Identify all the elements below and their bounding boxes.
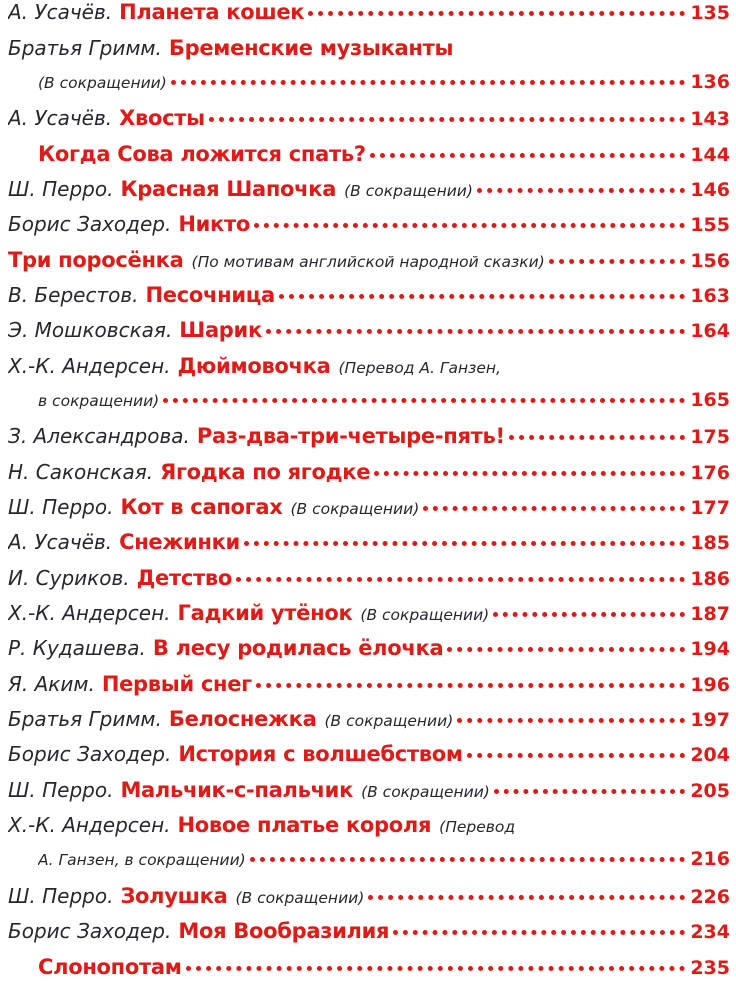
toc-entry[interactable] bbox=[8, 424, 730, 460]
toc-author: Я. Аким. bbox=[8, 672, 95, 696]
dot-leader bbox=[477, 188, 685, 193]
dot-leader bbox=[447, 647, 685, 652]
toc-note: (В сокращении) bbox=[360, 606, 490, 624]
toc-author: В. Берестов. bbox=[8, 283, 139, 307]
toc-entry[interactable] bbox=[8, 460, 730, 496]
toc-entry[interactable] bbox=[8, 212, 730, 248]
toc-title[interactable]: Слонопотам bbox=[38, 955, 182, 979]
dot-leader bbox=[244, 541, 685, 546]
toc-title[interactable]: Белоснежка bbox=[168, 707, 317, 731]
toc-page-number[interactable]: 136 bbox=[690, 71, 730, 93]
toc-page-number[interactable]: 216 bbox=[690, 848, 730, 870]
toc-title[interactable]: Бременские музыканты bbox=[168, 36, 454, 60]
dot-leader bbox=[423, 506, 685, 511]
toc-author: Ш. Перро. bbox=[8, 778, 114, 802]
toc-note: (Перевод А. Ганзен, bbox=[338, 359, 501, 377]
toc-title[interactable]: Гадкий утёнок bbox=[177, 601, 353, 625]
toc-title[interactable]: Снежинки bbox=[119, 530, 240, 554]
toc-author: А. Усачёв. bbox=[8, 530, 113, 554]
toc-page-number[interactable]: 235 bbox=[690, 957, 730, 979]
toc-page-number[interactable]: 196 bbox=[690, 674, 730, 696]
toc-title[interactable]: Никто bbox=[178, 212, 250, 236]
toc-page-number[interactable]: 155 bbox=[690, 214, 730, 236]
dot-leader bbox=[549, 259, 686, 264]
toc-entry[interactable] bbox=[38, 142, 730, 178]
toc-title[interactable]: Золушка bbox=[120, 884, 228, 908]
toc-page-number[interactable]: 205 bbox=[690, 780, 730, 802]
toc-author: А. Усачёв. bbox=[8, 0, 113, 24]
toc-author: З. Александрова. bbox=[8, 424, 190, 448]
toc-title[interactable]: Хвосты bbox=[119, 106, 205, 130]
toc-page-number[interactable]: 164 bbox=[690, 320, 730, 342]
toc-page-number[interactable]: 185 bbox=[690, 532, 730, 554]
toc-entry[interactable] bbox=[8, 354, 730, 390]
toc-title[interactable]: Мальчик-с-пальчик bbox=[120, 778, 354, 802]
toc-entry[interactable] bbox=[8, 778, 730, 814]
dot-leader bbox=[256, 683, 685, 688]
toc-author: Р. Кудашева. bbox=[8, 636, 146, 660]
toc-note: (В сокращении) bbox=[38, 74, 167, 92]
toc-author: Х.-К. Андерсен. bbox=[8, 813, 171, 837]
toc-author: Борис Заходер. bbox=[8, 742, 172, 766]
toc-title[interactable]: История с волшебством bbox=[178, 742, 463, 766]
toc-entry[interactable] bbox=[8, 248, 730, 284]
toc-entry[interactable] bbox=[8, 919, 730, 955]
toc-author: А. Усачёв. bbox=[8, 106, 113, 130]
toc-page-number[interactable]: 234 bbox=[690, 921, 730, 943]
toc-entry[interactable] bbox=[8, 283, 730, 319]
toc-title[interactable]: Дюймовочка bbox=[177, 354, 331, 378]
toc-entry-continuation[interactable] bbox=[38, 389, 730, 425]
toc-entry[interactable] bbox=[8, 36, 730, 72]
toc-page-number[interactable]: 143 bbox=[690, 108, 730, 130]
toc-author: Борис Заходер. bbox=[8, 919, 172, 943]
toc-page-number[interactable]: 186 bbox=[690, 568, 730, 590]
toc-entry[interactable] bbox=[8, 106, 730, 142]
toc-note: (Перевод bbox=[439, 818, 516, 836]
toc-entry-continuation[interactable] bbox=[38, 848, 730, 884]
toc-author: Х.-К. Андерсен. bbox=[8, 601, 171, 625]
dot-leader bbox=[163, 398, 685, 403]
toc-entry[interactable] bbox=[8, 672, 730, 708]
toc-entry[interactable] bbox=[8, 707, 730, 743]
dot-leader bbox=[279, 294, 685, 299]
toc-title[interactable]: Красная Шапочка bbox=[120, 177, 337, 201]
toc-note: (В сокращении) bbox=[344, 182, 473, 200]
toc-entry[interactable] bbox=[8, 813, 730, 849]
toc-author: Ш. Перро. bbox=[8, 177, 114, 201]
dot-leader bbox=[186, 966, 686, 971]
toc-title[interactable]: Когда Сова ложится спать? bbox=[38, 142, 366, 166]
toc-title[interactable]: Моя Вообразилия bbox=[178, 919, 390, 943]
toc-page-number[interactable]: 135 bbox=[690, 2, 730, 24]
dot-leader bbox=[266, 329, 685, 334]
toc-author: И. Суриков. bbox=[8, 566, 130, 590]
toc-page-number[interactable]: 226 bbox=[690, 886, 730, 908]
toc-note: (В сокращении) bbox=[235, 889, 365, 907]
toc-title[interactable]: Планета кошек bbox=[119, 0, 305, 24]
dot-leader bbox=[494, 789, 685, 794]
toc-note: (В сокращении) bbox=[290, 500, 420, 518]
toc-entry-continuation[interactable] bbox=[38, 71, 730, 107]
toc-page-number[interactable]: 163 bbox=[690, 285, 730, 307]
toc-title[interactable]: Раз-два-три-четыре-пять! bbox=[196, 424, 505, 448]
toc-entry[interactable] bbox=[8, 742, 730, 778]
toc-page-number[interactable]: 165 bbox=[690, 389, 730, 411]
dot-leader bbox=[370, 153, 686, 158]
toc-page-number[interactable]: 177 bbox=[690, 497, 730, 519]
dot-leader bbox=[254, 223, 685, 228]
toc-page-number[interactable]: 176 bbox=[690, 462, 730, 484]
dot-leader bbox=[368, 895, 685, 900]
toc-title[interactable]: Шарик bbox=[179, 318, 262, 342]
toc-entry[interactable] bbox=[8, 177, 730, 213]
dot-leader bbox=[457, 718, 685, 723]
toc-title[interactable]: В лесу родилась ёлочка bbox=[152, 636, 444, 660]
toc-title[interactable]: Детство bbox=[136, 566, 232, 590]
toc-title[interactable]: Песочница bbox=[145, 283, 275, 307]
dot-leader bbox=[250, 857, 686, 862]
toc-entry[interactable] bbox=[8, 566, 730, 602]
toc-note: А. Ганзен, в сокращении) bbox=[38, 851, 246, 869]
toc-note: в сокращении) bbox=[38, 392, 160, 410]
toc-page-number[interactable]: 144 bbox=[690, 144, 730, 166]
toc-note: (По мотивам английской народной сказки) bbox=[191, 253, 545, 271]
toc-page-number[interactable]: 197 bbox=[690, 709, 730, 731]
toc-note: (В сокращении) bbox=[361, 783, 490, 801]
toc-author: Братья Гримм. bbox=[8, 707, 162, 731]
toc-page-number[interactable]: 194 bbox=[690, 638, 730, 660]
toc-author: Х.-К. Андерсен. bbox=[8, 354, 171, 378]
dot-leader bbox=[509, 435, 686, 440]
toc-author: Э. Мошковская. bbox=[8, 318, 173, 342]
toc-note: (В сокращении) bbox=[324, 712, 454, 730]
toc-entry[interactable] bbox=[8, 530, 730, 566]
dot-leader bbox=[493, 612, 685, 617]
dot-leader bbox=[374, 471, 685, 476]
toc-entry[interactable] bbox=[8, 884, 730, 920]
toc-entry[interactable] bbox=[8, 495, 730, 531]
toc-page-number[interactable]: 146 bbox=[690, 179, 730, 201]
toc-title[interactable]: Ягодка по ягодке bbox=[160, 460, 371, 484]
toc-title[interactable]: Первый снег bbox=[101, 672, 252, 696]
toc-author: Ш. Перро. bbox=[8, 495, 114, 519]
toc-page-number[interactable]: 156 bbox=[690, 250, 730, 272]
toc-author: Братья Гримм. bbox=[8, 36, 162, 60]
toc-entry[interactable] bbox=[8, 601, 730, 637]
toc-entry[interactable] bbox=[38, 955, 730, 991]
toc-page-number[interactable]: 204 bbox=[690, 744, 730, 766]
dot-leader bbox=[209, 117, 686, 122]
toc-title[interactable]: Кот в сапогах bbox=[120, 495, 283, 519]
dot-leader bbox=[467, 753, 686, 758]
toc-author: Борис Заходер. bbox=[8, 212, 172, 236]
toc-author: Ш. Перро. bbox=[8, 884, 114, 908]
dot-leader bbox=[171, 80, 686, 85]
toc-page-number[interactable]: 187 bbox=[690, 603, 730, 625]
toc-title[interactable]: Новое платье короля bbox=[177, 813, 432, 837]
toc-entry[interactable] bbox=[8, 0, 730, 36]
toc-title[interactable]: Три поросёнка bbox=[8, 248, 184, 272]
toc-entry[interactable] bbox=[8, 636, 730, 672]
toc-author: Н. Саконская. bbox=[8, 460, 154, 484]
toc-entry[interactable] bbox=[8, 318, 730, 354]
dot-leader bbox=[308, 11, 685, 16]
dot-leader bbox=[393, 930, 685, 935]
dot-leader bbox=[236, 577, 685, 582]
toc-page-number[interactable]: 175 bbox=[690, 426, 730, 448]
